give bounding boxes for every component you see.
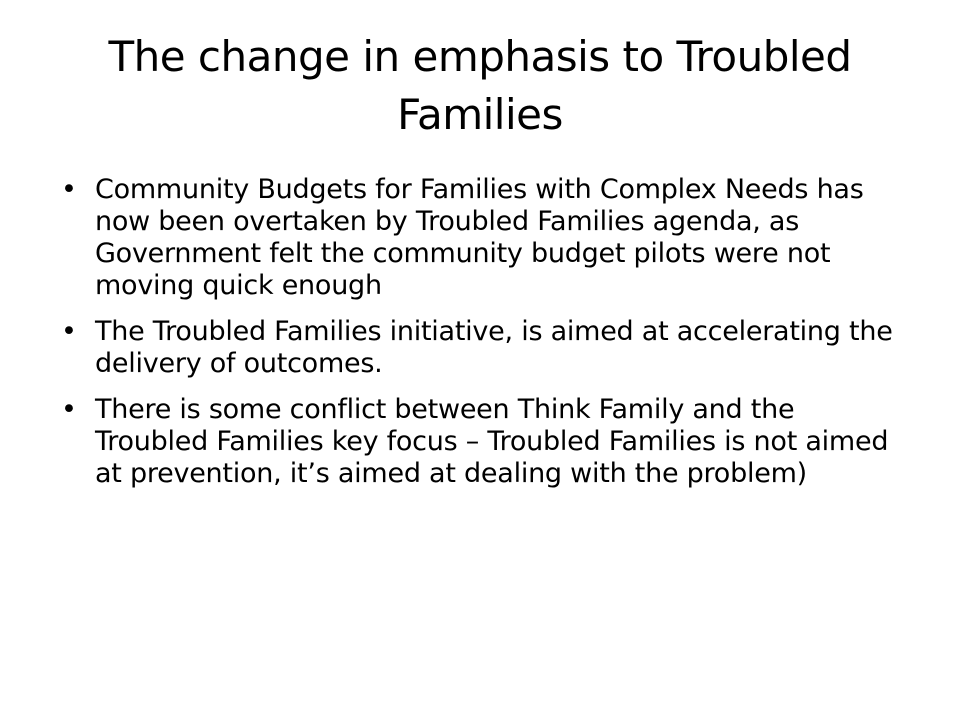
bullet-list <box>60 174 900 504</box>
bullet-text: Community Budgets for Families with Complex Needs has now been overtaken by Troubled Families agenda, as Government felt the community budget pilots were not moving quick enough <box>95 174 864 301</box>
bullet-item <box>60 316 900 380</box>
bullet-item <box>60 394 900 490</box>
bullet-item <box>60 174 900 302</box>
slide-title: The change in emphasis to Troubled Families <box>108 32 852 139</box>
bullet-text: The Troubled Families initiative, is aimed at accelerating the delivery of outcomes. <box>95 316 893 379</box>
bullet-icon: • <box>61 394 77 425</box>
bullet-icon: • <box>61 316 77 347</box>
bullet-icon: • <box>61 174 77 205</box>
bullet-text: There is some conflict between Think Family and the Troubled Families key focus – Troubled Families is not aimed at prevention, it’s aimed at dealing with the problem) <box>95 394 889 489</box>
